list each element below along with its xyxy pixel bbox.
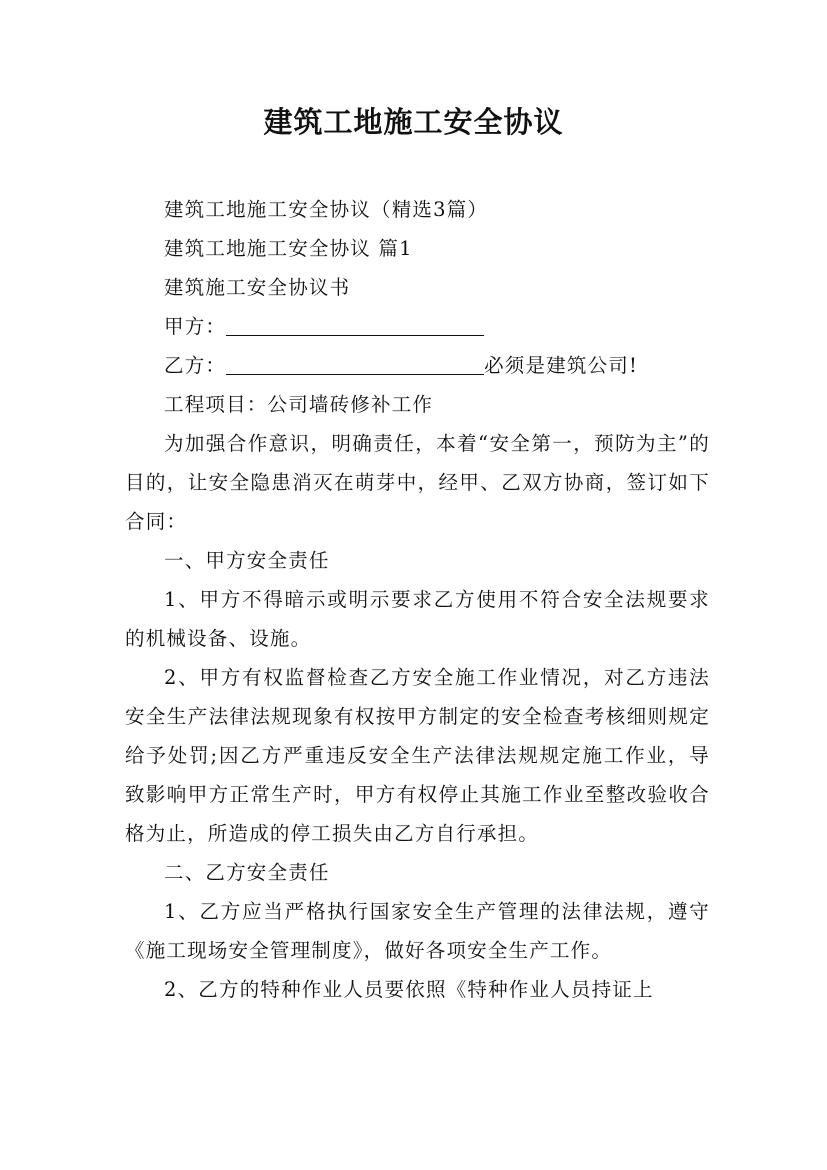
party-a-label: 甲方：	[164, 315, 227, 338]
document-body	[125, 190, 710, 1009]
paragraph-party-b-clause-2: 2、乙方的特种作业人员要依照《特种作业人员持证上	[164, 978, 654, 1001]
paragraph-party-b-clause-1: 1、乙方应当严格执行国家安全生产管理的法律法规，遵守《施工现场安全管理制度》，做好各项安全生产工作。	[125, 900, 710, 962]
paragraph-party-a-clause-2: 2、甲方有权监督检查乙方安全施工作业情况，对乙方违法安全生产法律法规现象有权按甲方制定的安全检查考核细则规定给予处罚;因乙方严重违反安全生产法律法规规定施工作业，导致影响甲方正常生产时，甲方有权停止其施工作业至整改验收合格为止，所造成的停工损失由乙方自行承担。	[125, 666, 710, 845]
party-b-note: 必须是建筑公司!	[484, 354, 639, 377]
paragraph-subtitle: 建筑工地施工安全协议（精选3篇）	[164, 198, 489, 221]
party-b-line	[125, 346, 710, 385]
paragraph-preamble: 为加强合作意识，明确责任，本着“安全第一，预防为主”的目的，让安全隐患消灭在萌芽中，经甲、乙双方协商，签订如下合同：	[125, 432, 710, 533]
document-title: 建筑工地施工安全协议	[263, 105, 564, 139]
section-heading-party-b: 二、乙方安全责任	[164, 861, 330, 884]
paragraph-article-heading: 建筑工地施工安全协议 篇1	[164, 237, 413, 260]
party-b-label: 乙方：	[164, 354, 227, 377]
section-heading-party-a: 一、甲方安全责任	[164, 549, 330, 572]
party-b-blank	[226, 352, 484, 375]
paragraph-agreement-name: 建筑施工安全协议书	[164, 276, 351, 299]
paragraph-party-a-clause-1: 1、甲方不得暗示或明示要求乙方使用不符合安全法规要求的机械设备、设施。	[125, 588, 710, 650]
party-a-line	[125, 307, 710, 346]
paragraph-project: 工程项目：公司墙砖修补工作	[164, 393, 434, 416]
party-a-blank	[226, 313, 484, 336]
